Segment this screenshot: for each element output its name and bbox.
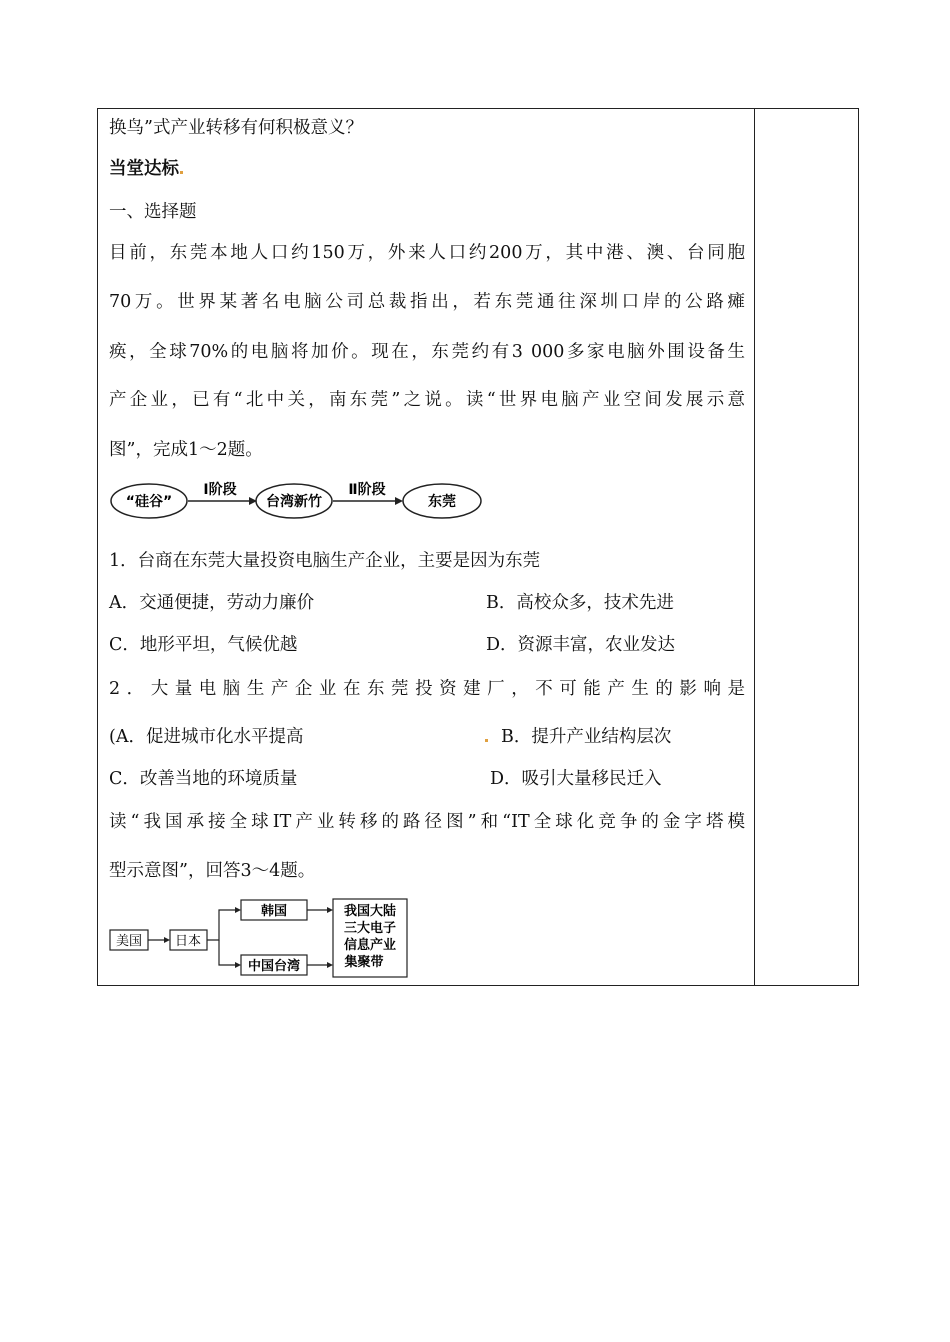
paragraph-line: 痪，全球70%的电脑将加价。现在，东莞约有3 000多家电脑外围设备生 xyxy=(109,342,745,362)
paragraph-line: 70万。世界某著名电脑公司总裁指出，若东莞通往深圳口岸的公路瘫 xyxy=(109,292,745,312)
q1-option-c: C．地形平坦，气候优越 xyxy=(109,635,298,655)
paragraph-line: 产企业，已有“北中关，南东莞”之说。读“世界电脑产业空间发展示意 xyxy=(109,390,745,410)
stage2-label: Ⅱ阶段 xyxy=(348,482,386,498)
paragraph-line: 型示意图”，回答3～4题。 xyxy=(109,861,316,881)
usa-label: 美国 xyxy=(115,934,143,949)
q2-option-b-marker xyxy=(484,726,488,748)
mainland-label-3: 信息产业 xyxy=(343,938,397,953)
section-title: 当堂达标 xyxy=(109,158,183,180)
dongguan-label: 东莞 xyxy=(428,494,456,510)
subsection-title: 一、选择题 xyxy=(109,202,197,222)
paragraph-line: 图”，完成1～2题。 xyxy=(109,440,263,460)
industry-transfer-diagram xyxy=(109,480,489,522)
mainland-label-1: 我国大陆 xyxy=(343,904,397,919)
mainland-label-4: 集聚带 xyxy=(344,955,384,970)
q1-option-b: B．高校众多，技术先进 xyxy=(486,593,674,613)
q1-option-d: D．资源丰富，农业发达 xyxy=(486,635,676,655)
silicon-valley-label: “硅谷” xyxy=(125,494,173,510)
column-divider xyxy=(754,109,755,985)
korea-label: 韩国 xyxy=(260,904,288,919)
it-transfer-path-diagram xyxy=(109,898,419,978)
arrowhead-icon xyxy=(164,937,170,943)
hsinchu-label: 台湾新竹 xyxy=(266,494,322,510)
table-frame xyxy=(97,108,859,986)
arrow-japan-korea xyxy=(207,910,236,940)
arrowhead-icon xyxy=(327,962,333,968)
arrowhead-icon xyxy=(327,907,333,913)
paragraph-line: 读“我国承接全球IT产业转移的路径图”和“IT全球化竞争的金字塔模 xyxy=(109,812,745,832)
q2-option-d: D．吸引大量移民迁入 xyxy=(490,769,662,789)
arrowhead-icon xyxy=(235,962,241,968)
paragraph-line: 目前，东莞本地人口约150万，外来人口约200万，其中港、澳、台同胞 xyxy=(109,243,745,263)
q2-option-a: (A．促进城市化水平提高 xyxy=(109,727,304,747)
japan-label: 日本 xyxy=(174,934,202,949)
arrowhead-icon xyxy=(395,497,403,505)
taiwan-label: 中国台湾 xyxy=(247,959,301,974)
question-1: 1．台商在东莞大量投资电脑生产企业，主要是因为东莞 xyxy=(109,551,541,571)
mainland-label-2: 三大电子 xyxy=(343,921,397,936)
question-2: 2．大量电脑生产企业在东莞投资建厂，不可能产生的影响是 xyxy=(109,679,745,699)
text-line: 换鸟”式产业转移有何积极意义？ xyxy=(109,118,363,138)
stage1-label: Ⅰ阶段 xyxy=(203,482,237,498)
q2-option-b: B．提升产业结构层次 xyxy=(501,727,672,747)
q1-option-a: A．交通便捷，劳动力廉价 xyxy=(109,593,315,613)
arrow-japan-taiwan xyxy=(219,940,236,965)
arrowhead-icon xyxy=(235,907,241,913)
q2-option-c: C．改善当地的环境质量 xyxy=(109,769,298,789)
